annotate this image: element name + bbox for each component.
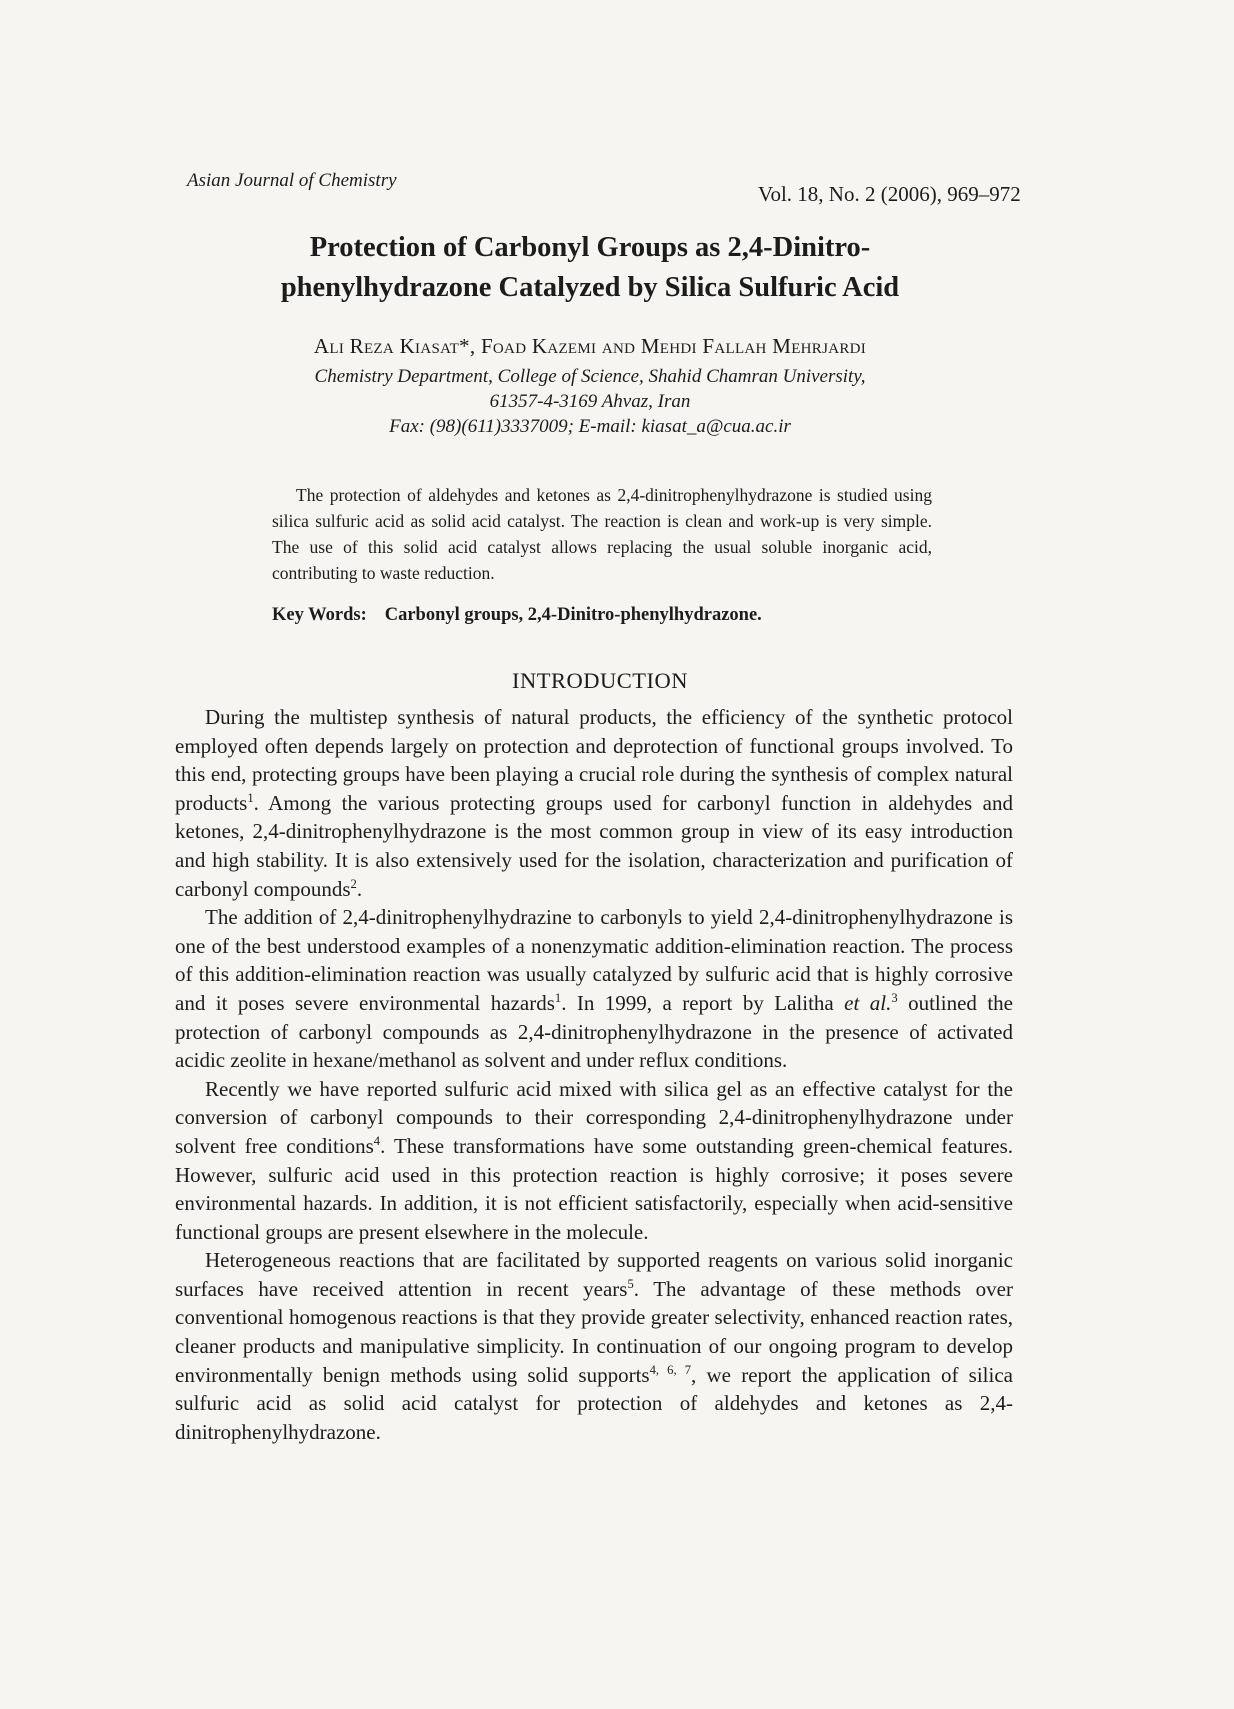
p2-text-b: . In 1999, a report by Lalitha <box>561 990 845 1015</box>
paragraph-2 <box>175 903 1013 1075</box>
keywords-label: Key Words: <box>272 605 367 625</box>
section-heading: INTRODUCTION <box>512 668 688 693</box>
keywords-text: Carbonyl groups, 2,4-Dinitro-phenylhydrazone. <box>384 605 762 625</box>
title-line-1: Protection of Carbonyl Groups as 2,4-Dinitro- <box>309 232 871 263</box>
citation-ref: 1 <box>247 790 254 805</box>
p4-text-b: . The advantage of these methods over conventional homogenous reactions is that they provide greater selectivity, enhanced reaction rates, cleaner products and manipulative simplicity. In continuation of our ongoing program to develop environmentally benign methods using solid supports <box>175 1276 1013 1387</box>
section-body <box>175 703 1013 1446</box>
volume-info: Vol. 18, No. 2 (2006), 969–972 <box>758 182 1021 206</box>
p1-text-a: During the multistep synthesis of natural products, the efficiency of the synthetic protocol employed often depends largely on protection and deprotection of functional groups involved. To this end, protecting groups have been playing a crucial role during the synthesis of complex natural products <box>175 705 1013 815</box>
citation-ref: 5 <box>627 1276 634 1291</box>
affiliation-line-1: Chemistry Department, College of Science, Shahid Chamran University, <box>314 366 866 387</box>
paper-title <box>150 228 1030 308</box>
paragraph-3 <box>175 1075 1013 1247</box>
p2-et-al: et al. <box>844 990 892 1015</box>
abstract: The protection of aldehydes and ketones as 2,4-dinitrophenylhydrazone is studied using silica sulfuric acid as solid acid catalyst. The reaction is clean and work-up is very simple. The use of this solid acid catalyst allows replacing the usual soluble inorganic acid, contributing to waste reduction. <box>272 485 932 583</box>
p3-text-b: . These transformations have some outstanding green-chemical features. However, sulfuric acid used in this protection reaction is highly corrosive; it poses severe environmental hazards. In addition, it is not efficient satisfactorily, especially when acid-sensitive functional groups are present elsewhere in the molecule. <box>175 1133 1013 1244</box>
affiliation-line-2: 61357-4-3169 Ahvaz, Iran <box>489 391 691 412</box>
p1-text-b: . Among the various protecting groups used for carbonyl function in aldehydes and ketones, 2,4-dinitrophenylhydrazone is the most common group in view of its easy introduction and high stability. It is also extensively used for the isolation, characterization and purification of carbonyl compounds <box>175 790 1013 901</box>
keywords <box>272 605 762 626</box>
journal-name: Asian Journal of Chemistry <box>187 170 397 191</box>
p3-text-a: Recently we have reported sulfuric acid mixed with silica gel as an effective catalyst for the conversion of carbonyl compounds to their corresponding 2,4-dinitrophenylhydrazone under solvent free conditions <box>175 1076 1013 1158</box>
affiliation-line-3: Fax: (98)(611)3337009; E-mail: kiasat_a@cua.ac.ir <box>389 416 791 437</box>
citation-ref: 2 <box>350 876 357 891</box>
p2-text-a: The addition of 2,4-dinitrophenylhydrazine to carbonyls to yield 2,4-dinitrophenylhydrazone is one of the best understood examples of a nonenzymatic addition-elimination reaction. The process of this addition-elimination reaction was usually catalyzed by sulfuric acid that is highly corrosive and it poses severe environmental hazards <box>175 905 1013 1015</box>
affiliation <box>150 364 1030 439</box>
title-line-2: phenylhydrazone Catalyzed by Silica Sulfuric Acid <box>280 272 900 303</box>
authors: Ali Reza Kiasat*, Foad Kazemi and Mehdi Fallah Mehrjardi <box>313 334 867 358</box>
citation-ref: 3 <box>891 990 898 1005</box>
paragraph-1 <box>175 703 1013 903</box>
citation-ref: 4, 6, 7 <box>649 1362 692 1377</box>
citation-ref: 1 <box>554 990 562 1005</box>
citation-ref: 4 <box>373 1133 381 1148</box>
p1-text-c: . <box>356 876 363 901</box>
p4-text-a: Heterogeneous reactions that are facilitated by supported reagents on various solid inorganic surfaces have received attention in recent years <box>175 1248 1013 1301</box>
paragraph-4 <box>175 1246 1013 1446</box>
p2-text-c: outlined the protection of carbonyl compounds as 2,4-dinitrophenylhydrazone in the presence of activated acidic zeolite in hexane/methanol as solvent and under reflux conditions. <box>175 990 1014 1073</box>
p4-text-c: , we report the application of silica sulfuric acid as solid acid catalyst for protection of aldehydes and ketones as 2,4-dinitrophenylhydrazone. <box>175 1362 1013 1444</box>
